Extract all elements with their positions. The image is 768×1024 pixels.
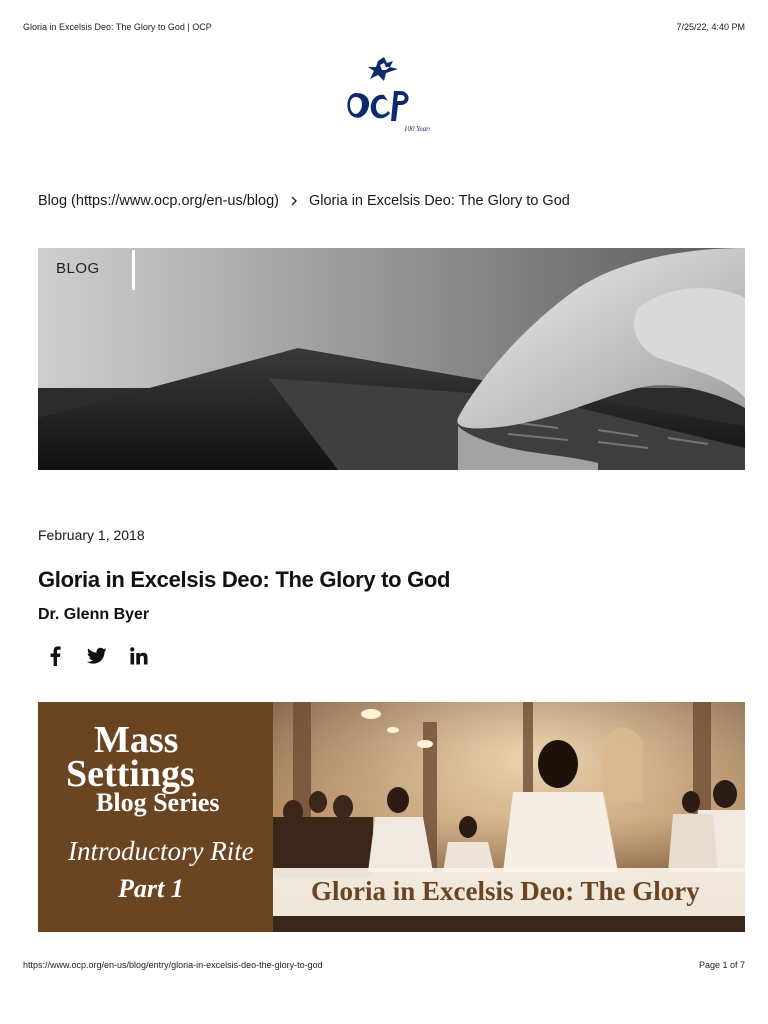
post-author: Dr. Glenn Byer bbox=[38, 606, 150, 623]
banner-line-mass: Mass bbox=[94, 719, 179, 761]
hero-tag: BLOG bbox=[56, 260, 100, 277]
print-page-title: Gloria in Excelsis Deo: The Glory to God | OCP bbox=[23, 22, 212, 32]
banner-line-introductory-rite: Introductory Rite bbox=[68, 836, 254, 866]
banner-caption: Gloria in Excelsis Deo: The Glory bbox=[311, 876, 700, 906]
hero-tag-divider bbox=[132, 250, 135, 290]
banner-line-settings: Settings bbox=[66, 753, 195, 795]
chevron-right-icon bbox=[287, 194, 301, 208]
print-datetime: 7/25/22, 4:40 PM bbox=[676, 22, 745, 32]
social-share bbox=[44, 645, 150, 667]
ocp-logo[interactable] bbox=[340, 55, 430, 140]
post-date: February 1, 2018 bbox=[38, 527, 145, 543]
ocp-logo-graphic bbox=[340, 55, 430, 140]
print-url: https://www.ocp.org/en-us/blog/entry/gloria-in-excelsis-deo-the-glory-to-god bbox=[23, 960, 323, 970]
print-page-number: Page 1 of 7 bbox=[698, 960, 745, 970]
twitter-share-button[interactable] bbox=[86, 645, 108, 667]
mass-settings-banner bbox=[38, 702, 745, 932]
linkedin-icon bbox=[130, 647, 148, 665]
svg-text:100 Years: 100 Years bbox=[404, 125, 430, 133]
facebook-share-button[interactable] bbox=[44, 645, 66, 667]
facebook-icon bbox=[48, 646, 62, 666]
banner-line-blog-series: Blog Series bbox=[96, 788, 220, 817]
breadcrumb-current: Gloria in Excelsis Deo: The Glory to God bbox=[308, 193, 570, 209]
hero-photo-finger-tablet bbox=[38, 248, 745, 470]
banner-line-part: Part 1 bbox=[118, 874, 184, 903]
print-footer bbox=[23, 960, 745, 972]
banner-title-panel bbox=[38, 702, 273, 932]
banner-caption-strip bbox=[273, 868, 745, 916]
breadcrumb bbox=[38, 193, 570, 209]
hero-image bbox=[38, 248, 745, 470]
breadcrumb-link-blog[interactable]: Blog (https://www.ocp.org/en-us/blog) bbox=[38, 193, 279, 209]
linkedin-share-button[interactable] bbox=[128, 645, 150, 667]
print-header bbox=[23, 22, 745, 34]
twitter-icon bbox=[87, 647, 107, 665]
post-title: Gloria in Excelsis Deo: The Glory to God bbox=[38, 567, 451, 592]
